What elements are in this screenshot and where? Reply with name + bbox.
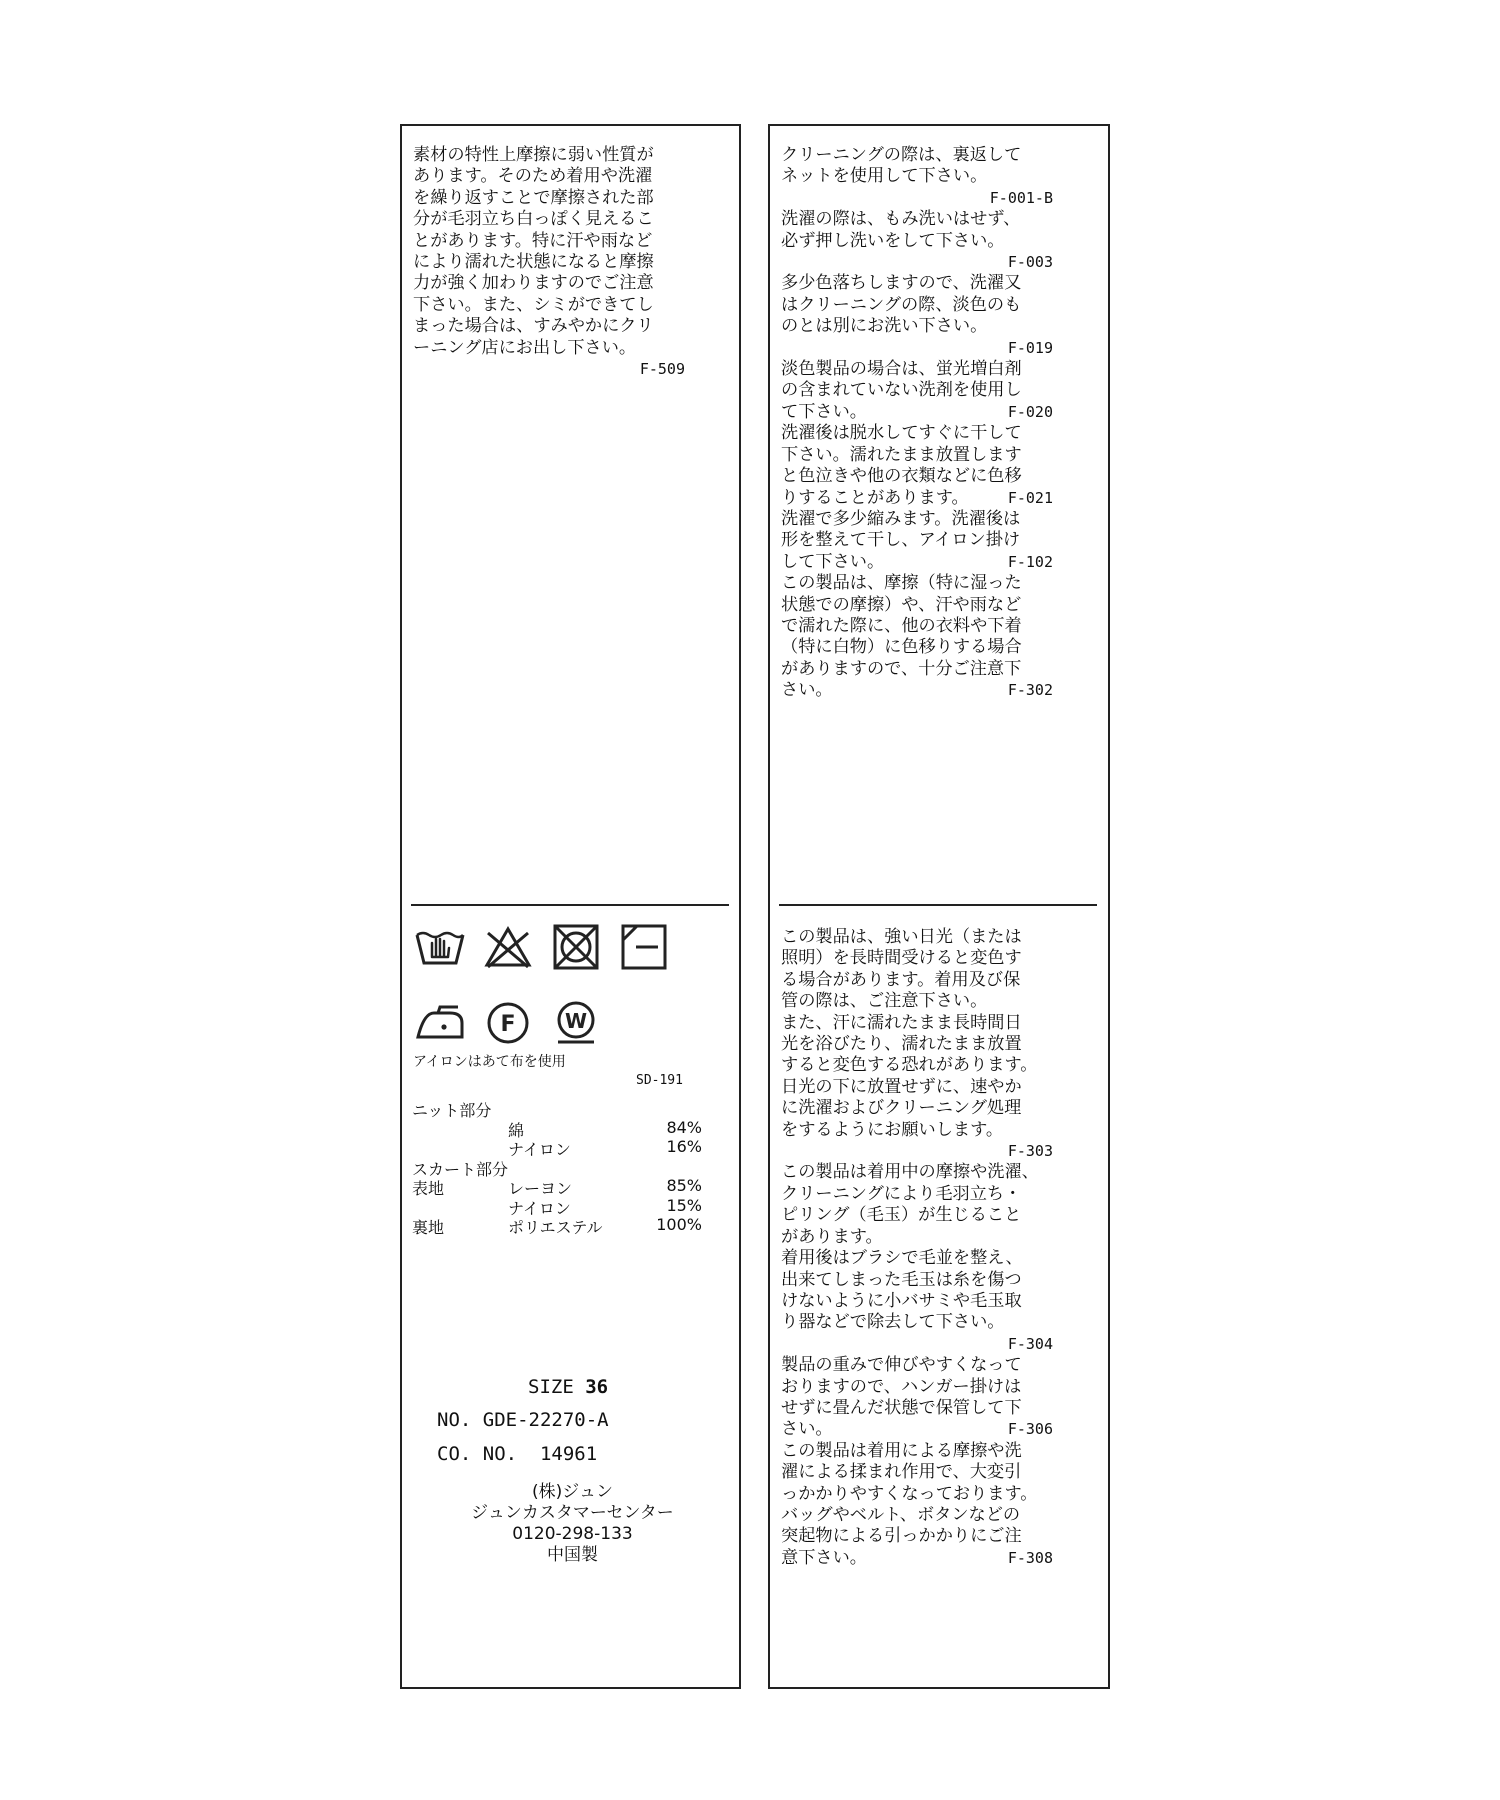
notice-line: ネットを使用して下さい。	[781, 166, 988, 187]
notice-line: この製品は、摩擦（特に湿った	[781, 573, 1022, 594]
notice-code: F-306	[1007, 1420, 1053, 1439]
care-notices-bottom	[781, 927, 1071, 1569]
notice-line: さい。	[781, 680, 833, 701]
notice-line: すると変色する恐れがあります。	[781, 1055, 1038, 1076]
notice-line: まった場合は、すみやかにクリ	[413, 316, 654, 337]
company-name: (株)ジュン	[532, 1482, 613, 1502]
notice-line: また、汗に濡れたまま長時間日	[781, 1012, 1022, 1033]
wash-tub-hand-icon	[414, 923, 466, 971]
notice-line: の含まれていない洗剤を使用し	[781, 380, 1022, 401]
material-percent: 100%	[656, 1215, 702, 1234]
notice-code: F-302	[1007, 681, 1053, 700]
notice-line: クリーニングにより毛羽立ち・	[781, 1183, 1022, 1204]
material-composition	[412, 1098, 712, 1235]
co-number: CO. NO. 14961	[437, 1443, 598, 1465]
notice-line: クリーニングの際は、裏返して	[781, 145, 1022, 165]
notice-line: 日光の下に放置せずに、速やか	[781, 1076, 1022, 1097]
lining-label: 裏地	[412, 1218, 445, 1237]
notice-line: により濡れた状態になると摩擦	[413, 252, 654, 273]
notice-line: 多少色落ちしますので、洗濯又	[781, 273, 1022, 294]
notice-line: がありますので、十分ご注意下	[781, 658, 1022, 679]
no-tumble-dry-icon	[550, 923, 602, 971]
notice-line: けないように小バサミや毛玉取	[781, 1290, 1022, 1311]
knit-section-label: ニット部分	[412, 1101, 492, 1120]
notice-line: 意下さい。	[781, 1547, 867, 1568]
material-percent: 84%	[666, 1117, 702, 1137]
notice-line-with-code	[781, 1548, 1053, 1569]
material-row	[412, 1196, 712, 1216]
notice-code: F-019	[1007, 338, 1053, 357]
notice-line: っかかりやすくなっております。	[781, 1483, 1038, 1504]
notice-line: とがあります。特に汗や雨など	[413, 230, 653, 251]
country-of-origin: 中国製	[547, 1545, 598, 1565]
notice-line: さい。	[781, 1419, 833, 1440]
notice-line: あります。そのため着用や洗濯	[413, 166, 653, 187]
notice-code: F-001-B	[989, 188, 1053, 207]
notice-line: 分が毛羽立ち白っぽく見えるこ	[413, 209, 654, 230]
notice-line: 淡色製品の場合は、蛍光増白剤	[781, 359, 1022, 380]
notice-line: 洗濯の際は、もみ洗いはせず、	[781, 209, 1021, 230]
size-line	[528, 1376, 608, 1398]
notice-line: のとは別にお洗い下さい。	[781, 316, 988, 337]
line-dry-shade-icon	[618, 923, 670, 971]
svg-text:F: F	[500, 1012, 516, 1037]
notice-line: 突起物による引っかかりにご注	[781, 1526, 1022, 1547]
notice-code: F-304	[1007, 1334, 1053, 1353]
notice-line-with-code	[781, 552, 1053, 573]
wet-clean-w-icon	[550, 999, 602, 1047]
notice-line: 素材の特性上摩擦に弱い性質が	[413, 145, 654, 165]
no-bleach-icon	[482, 923, 534, 971]
notice-line: おりますので、ハンガー掛けは	[781, 1376, 1022, 1397]
notice-line-with-code	[781, 488, 1053, 509]
care-note: アイロンはあて布を使用	[413, 1054, 566, 1070]
product-number: NO. GDE-22270-A	[437, 1409, 609, 1431]
notice-line-with-code	[781, 402, 1053, 423]
material-name: レーヨン	[508, 1179, 573, 1198]
notice-line-with-code	[781, 680, 1053, 701]
notice-line: に洗濯およびクリーニング処理	[781, 1098, 1022, 1119]
notice-line: りすることがあります。	[781, 487, 969, 508]
notice-line: 状態での摩擦）や、汗や雨など	[781, 594, 1022, 615]
iron-low-icon	[414, 999, 466, 1047]
skirt-section-label: スカート部分	[412, 1159, 509, 1179]
notice-line: ピリング（毛玉）が生じること	[781, 1205, 1022, 1226]
notice-line: せずに畳んだ状態で保管して下	[781, 1397, 1022, 1418]
notice-line: 洗濯で多少縮みます。洗濯後は	[781, 508, 1021, 529]
notice-line: があります。	[781, 1226, 883, 1247]
notice-line: で濡れた際に、他の衣料や下着	[781, 615, 1022, 636]
dry-clean-f-icon	[482, 999, 534, 1047]
svg-text:W: W	[564, 1009, 588, 1033]
notice-line: 下さい。また、シミができてし	[413, 294, 654, 315]
notice-line: して下さい。	[781, 551, 885, 572]
notice-line: はクリーニングの際、淡色のも	[781, 294, 1022, 315]
notice-code: F-003	[1007, 253, 1053, 272]
material-row	[412, 1137, 712, 1157]
notice-line: て下さい。	[781, 401, 867, 422]
notice-line: 下さい。濡れたまま放置します	[781, 444, 1022, 465]
notice-line: 照明）を長時間受けると変色す	[781, 948, 1022, 969]
notice-line: 濯による揉まれ作用で、大変引	[781, 1462, 1022, 1483]
material-row	[412, 1215, 712, 1235]
notice-code: F-020	[1007, 402, 1053, 421]
notice-code: F-303	[1007, 1142, 1053, 1161]
notice-line-with-code	[781, 1419, 1053, 1440]
material-row	[412, 1118, 712, 1138]
notice-line: をするようにお願いします。	[781, 1119, 1004, 1140]
skirt-section-row	[412, 1157, 712, 1177]
notice-line: バッグやベルト、ボタンなどの	[781, 1504, 1021, 1525]
notice-line: を繰り返すことで摩擦された部	[413, 187, 654, 208]
notice-line: 必ず押し洗いをして下さい。	[781, 230, 1005, 251]
notice-code: F-102	[1007, 552, 1053, 571]
notice-line: 洗濯後は脱水してすぐに干して	[781, 423, 1022, 444]
notice-code: F-509	[639, 360, 685, 379]
material-row	[412, 1176, 712, 1196]
notice-line: 力が強く加わりますのでご注意	[413, 273, 654, 294]
size-value: 36	[585, 1376, 609, 1398]
material-name: ポリエステル	[508, 1218, 603, 1237]
notice-line: この製品は着用による摩擦や洗	[781, 1440, 1022, 1461]
notice-line: り器などで除去して下さい。	[781, 1312, 1005, 1333]
notice-line: 形を整えて干し、アイロン掛け	[781, 530, 1021, 551]
notice-code: F-308	[1007, 1548, 1053, 1567]
care-code: SD-191	[636, 1073, 683, 1088]
material-name: ナイロン	[508, 1140, 571, 1159]
material-percent: 15%	[666, 1195, 702, 1215]
divider-right	[779, 904, 1097, 906]
notice-line: 光を浴びたり、濡れたまま放置	[781, 1034, 1022, 1055]
notice-line: この製品は着用中の摩擦や洗濯、	[781, 1162, 1039, 1183]
notice-line: ーニング店にお出し下さい。	[413, 337, 637, 358]
notice-line: 管の際は、ご注意下さい。	[781, 991, 988, 1012]
notice-line: 出来てしまった毛玉は糸を傷つ	[781, 1269, 1022, 1290]
material-percent: 85%	[666, 1176, 702, 1195]
abrasion-notice	[413, 145, 685, 380]
notice-line: と色泣きや他の衣類などに色移	[781, 466, 1022, 487]
customer-center: ジュンカスタマーセンター	[471, 1503, 674, 1523]
company-info	[420, 1482, 725, 1566]
care-notices-top	[781, 145, 1053, 702]
phone-number: 0120-298-133	[512, 1524, 633, 1544]
divider-left	[411, 904, 729, 906]
outer-label: 表地	[412, 1179, 445, 1198]
material-name: 綿	[508, 1120, 525, 1140]
notice-line: （特に白物）に色移りする場合	[781, 637, 1022, 658]
material-percent: 16%	[666, 1137, 702, 1156]
size-label: SIZE	[528, 1376, 574, 1398]
notice-line: この製品は、強い日光（または	[781, 927, 1022, 947]
knit-section-row	[412, 1098, 712, 1118]
notice-line: 製品の重みで伸びやすくなって	[781, 1355, 1022, 1376]
material-name: ナイロン	[508, 1198, 571, 1218]
notice-line: 着用後はブラシで毛並を整え、	[781, 1248, 1023, 1269]
notice-line: る場合があります。着用及び保	[781, 969, 1021, 990]
notice-code: F-021	[1007, 488, 1053, 507]
